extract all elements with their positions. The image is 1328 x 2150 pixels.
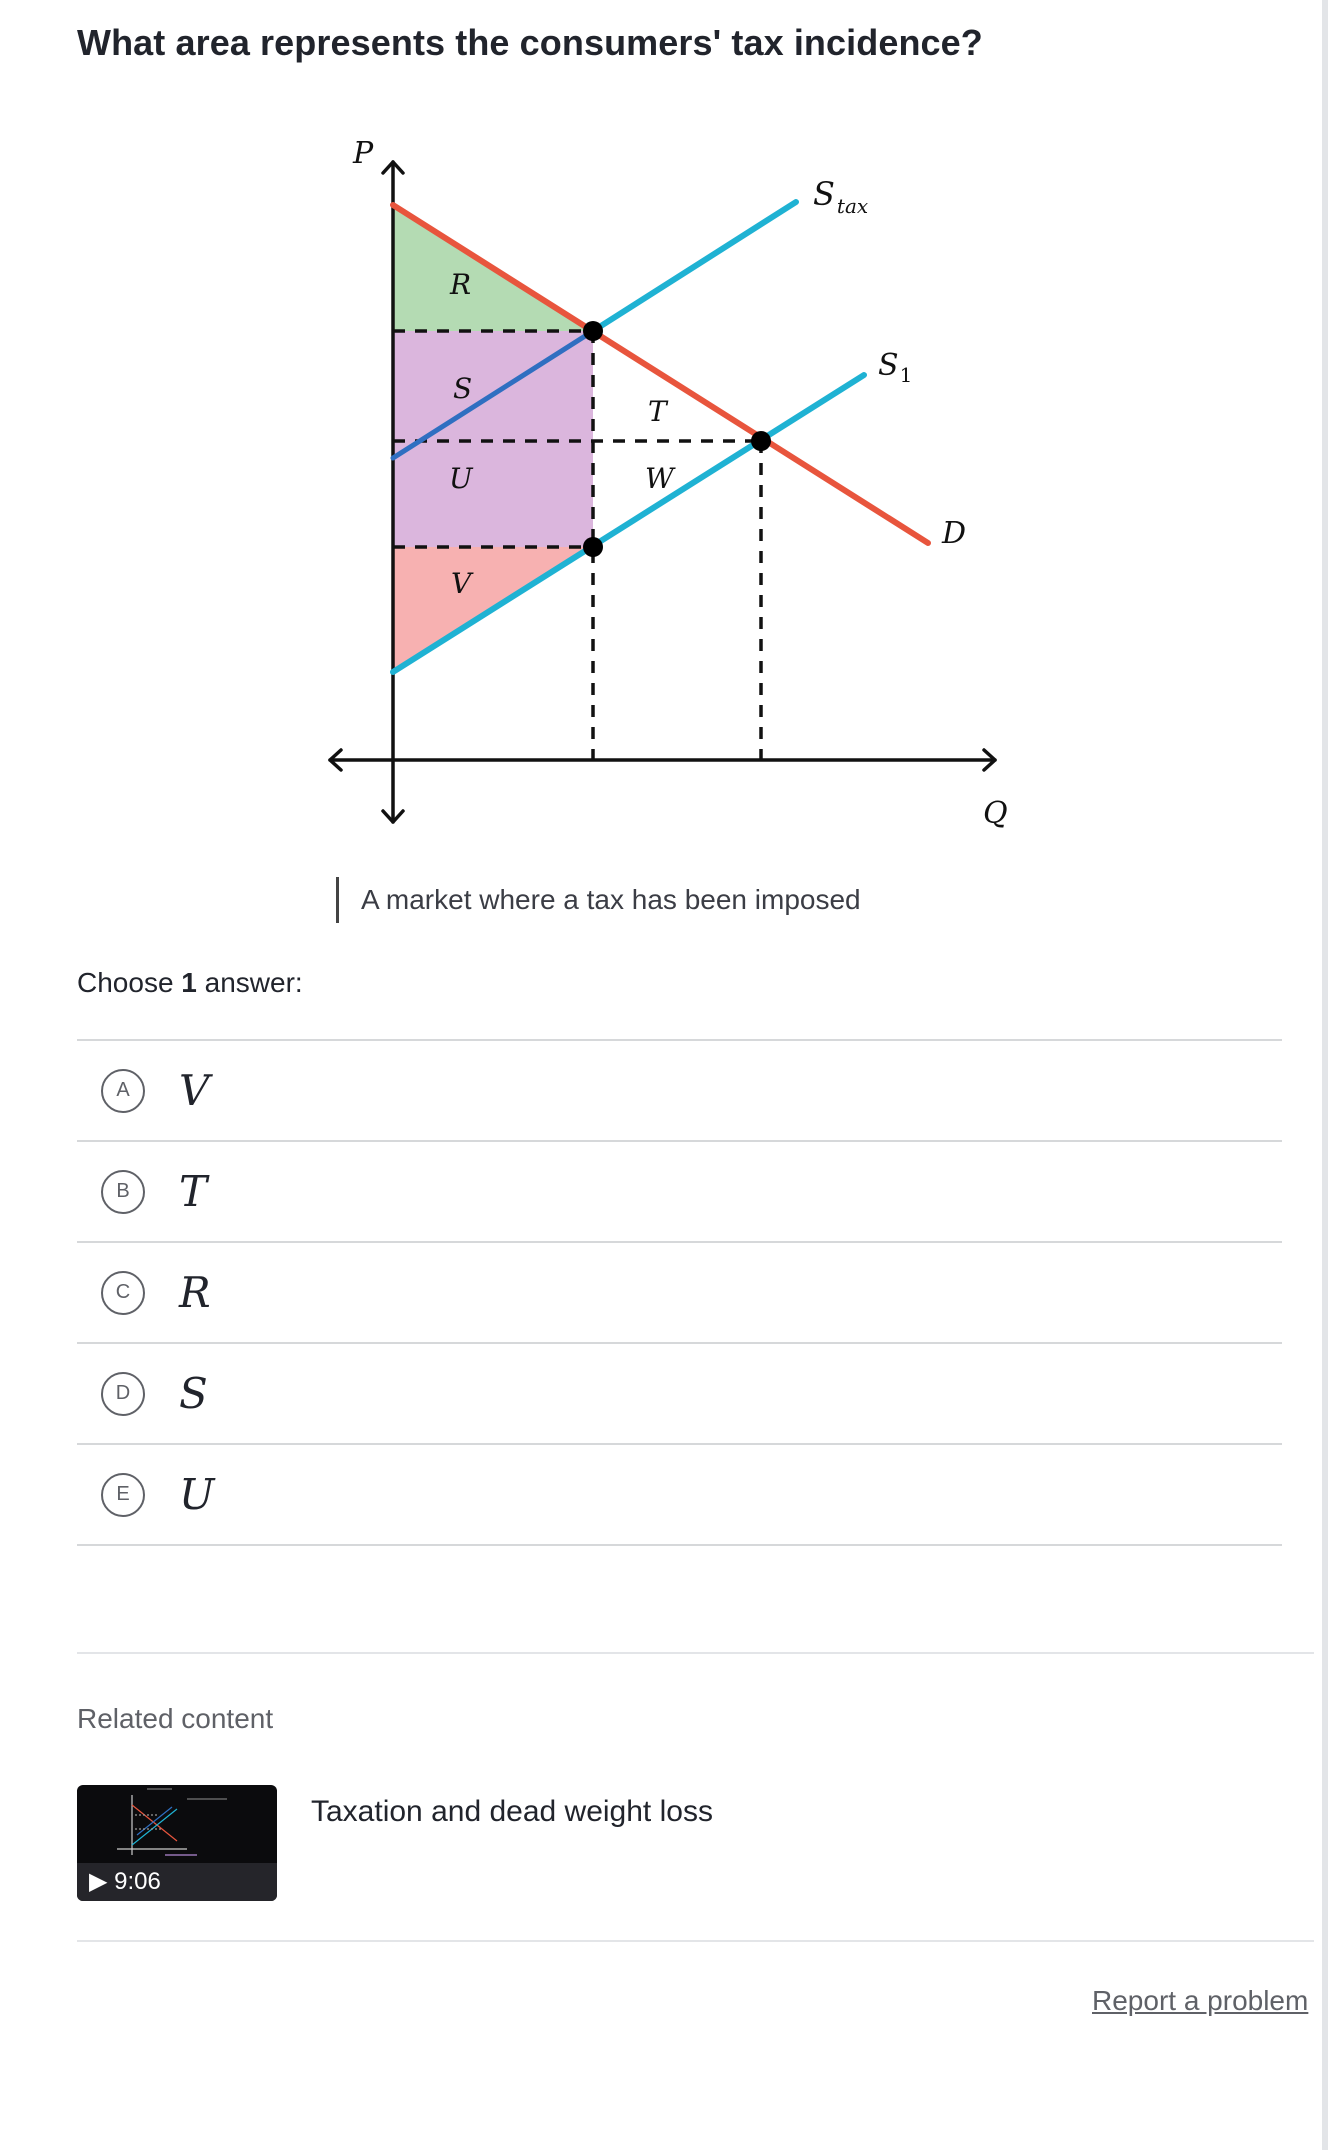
footer-divider	[77, 1940, 1314, 1942]
choice-b-text: T	[179, 1167, 208, 1216]
choice-d[interactable]	[77, 1342, 1282, 1443]
region-r-label: R	[450, 268, 472, 301]
section-divider	[77, 1652, 1314, 1654]
s1-label: $S_1$	[878, 348, 913, 387]
choice-b-radio[interactable]: B	[101, 1170, 145, 1214]
choose-count: 1	[181, 967, 197, 998]
choice-e-text: U	[179, 1470, 215, 1519]
related-content-heading: Related content	[77, 1703, 274, 1734]
point-seller-price	[583, 537, 603, 557]
answer-choices	[77, 1039, 1282, 1546]
region-v-label: V	[451, 567, 472, 600]
choice-a[interactable]	[77, 1039, 1282, 1140]
point-pre-tax-equilibrium	[751, 431, 771, 451]
region-s-label: S	[453, 372, 473, 405]
choice-c[interactable]	[77, 1241, 1282, 1342]
choice-a-radio[interactable]: A	[101, 1069, 145, 1113]
choice-d-radio[interactable]: D	[101, 1372, 145, 1416]
figure-caption: A market where a tax has been imposed	[336, 877, 861, 923]
price-axis-label: P	[353, 136, 374, 171]
demand-label: D	[942, 516, 967, 551]
choice-a-text: V	[179, 1066, 210, 1115]
related-video-title[interactable]: Taxation and dead weight loss	[311, 1795, 713, 1828]
region-t-label: T	[648, 395, 667, 428]
choice-e[interactable]	[77, 1443, 1282, 1546]
s-tax-label: S $_{tax}$	[813, 175, 869, 218]
choose-answer-prompt	[77, 967, 303, 999]
market-diagram	[305, 130, 1025, 850]
page-right-border	[1322, 0, 1328, 2150]
region-w-label: W	[645, 462, 674, 495]
video-duration: ▶ 9:06	[77, 1863, 277, 1901]
choose-prefix: Choose	[77, 967, 182, 998]
choice-b[interactable]	[77, 1140, 1282, 1241]
related-video-item[interactable]	[77, 1785, 977, 1901]
video-thumbnail[interactable]	[77, 1785, 277, 1901]
choice-c-text: R	[179, 1268, 211, 1317]
video-duration-text: 9:06	[114, 1868, 161, 1895]
choice-d-text: S	[179, 1369, 208, 1418]
quantity-axis-label: Q	[983, 796, 1008, 831]
choice-c-radio[interactable]: C	[101, 1271, 145, 1315]
tax-incidence-figure	[305, 130, 1025, 850]
region-u-label: U	[449, 462, 473, 495]
supply-curve-s-tax	[593, 202, 796, 331]
choose-suffix: answer:	[196, 967, 303, 998]
report-problem-link[interactable]: Report a problem	[1092, 1985, 1309, 2016]
choice-e-radio[interactable]: E	[101, 1473, 145, 1517]
question-title: What area represents the consumers' tax incidence?	[77, 22, 983, 63]
point-tax-equilibrium	[583, 321, 603, 341]
